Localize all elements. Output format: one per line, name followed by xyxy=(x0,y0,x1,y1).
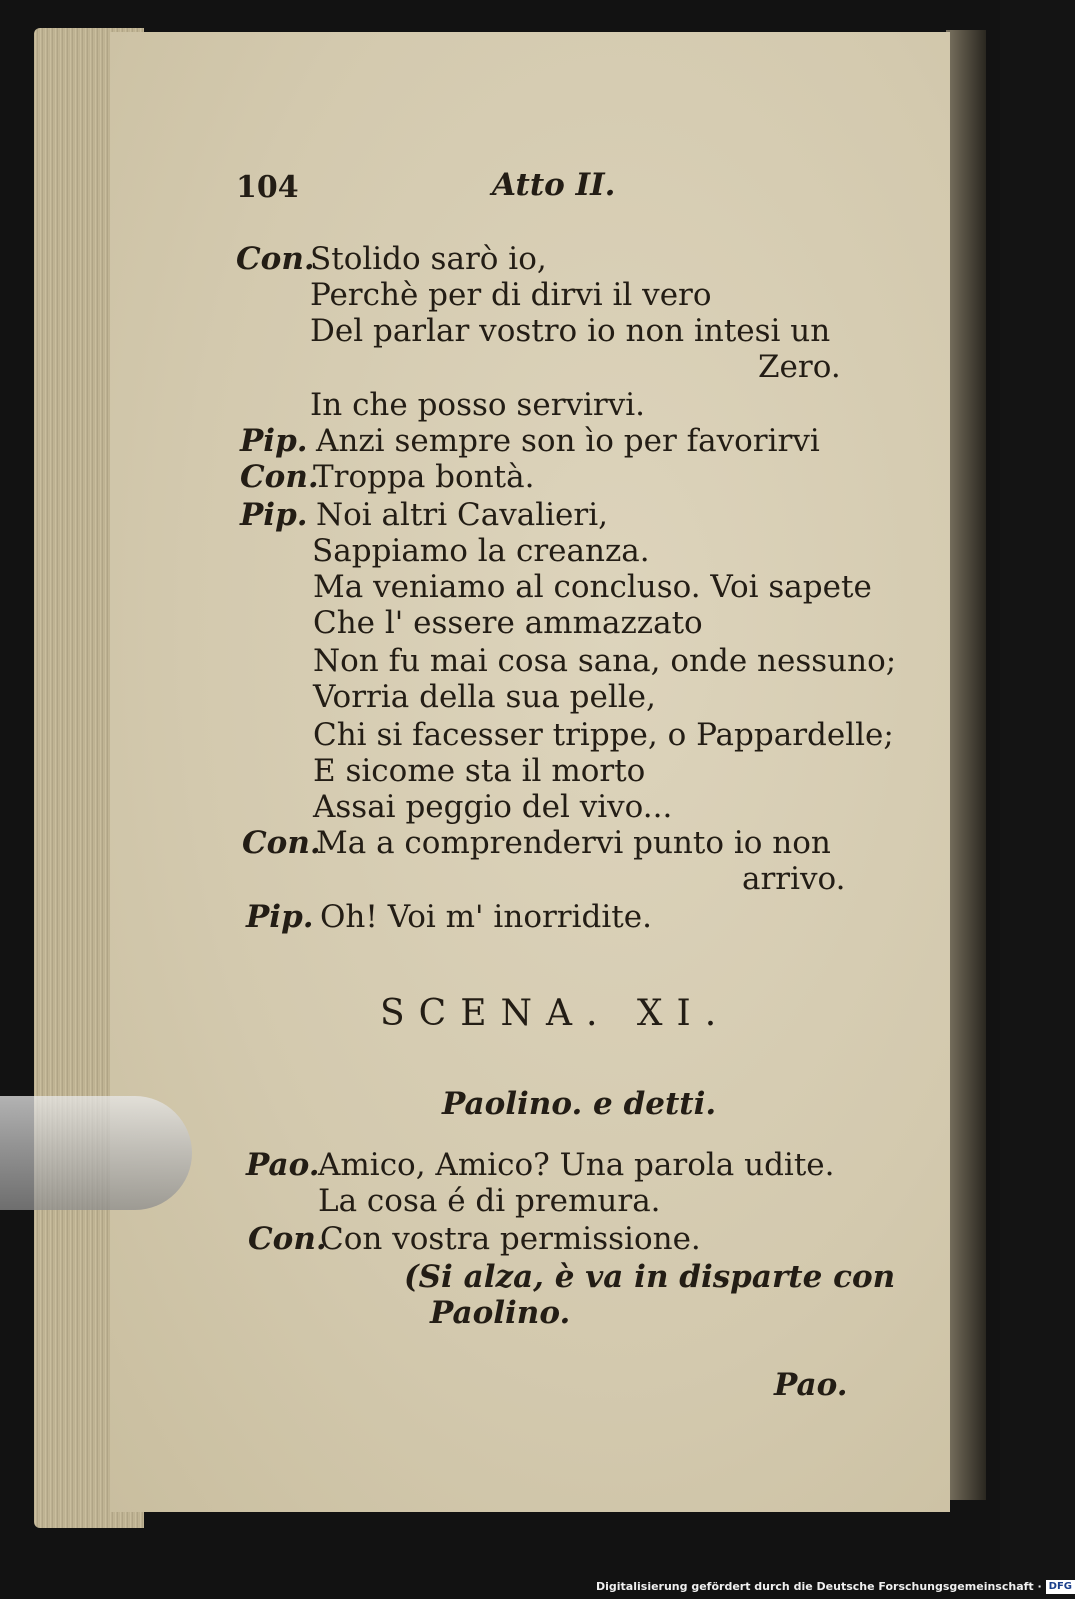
speaker-label: Con. xyxy=(240,459,319,495)
verse-line-runover: Zero. xyxy=(758,349,841,385)
stage-direction: (Si alza, è va in disparte con xyxy=(404,1259,896,1295)
verse-line: Ma a comprendervi punto io non xyxy=(316,825,831,861)
verse-line: Con vostra permissione. xyxy=(320,1221,701,1257)
verse-line: Amico, Amico? Una parola udite. xyxy=(318,1147,835,1183)
verse-line: Perchè per di dirvi il vero xyxy=(310,277,712,313)
verse-line: Del parlar vostro io non intesi un xyxy=(310,313,831,349)
speaker-label: Pip. xyxy=(240,423,308,459)
verse-line: Chi si facesser trippe, o Pappardelle; xyxy=(313,717,894,753)
credit-text: Digitalisierung gefördert durch die Deutsche Forschungsgemeinschaft · xyxy=(596,1580,1042,1593)
verse-line: E sicome sta il morto xyxy=(313,753,646,789)
dfg-logo: DFG xyxy=(1046,1580,1075,1594)
speaker-label: Pip. xyxy=(240,497,308,533)
verse-line: Vorria della sua pelle, xyxy=(313,679,656,715)
verse-line: La cosa é di premura. xyxy=(318,1183,661,1219)
verse-line: Sappiamo la creanza. xyxy=(312,533,650,569)
verse-line: Stolido sarò io, xyxy=(310,241,547,277)
verse-line-runover: arrivo. xyxy=(742,861,846,897)
speaker-label: Con. xyxy=(242,825,321,861)
scene-persons: Paolino. e detti. xyxy=(442,1086,717,1122)
speaker-label: Pao. xyxy=(246,1147,320,1183)
verse-line: Assai peggio del vivo... xyxy=(313,789,673,825)
catchword: Pao. xyxy=(774,1367,848,1403)
verse-line: Anzi sempre son ìo per favorirvi xyxy=(316,423,820,459)
verse-line: Noi altri Cavalieri, xyxy=(316,497,608,533)
page-number: 104 xyxy=(236,170,299,205)
verse-line: Che l' essere ammazzato xyxy=(313,605,703,641)
verse-line: Ma veniamo al concluso. Voi sapete xyxy=(313,569,872,605)
digitization-credit xyxy=(596,1577,1075,1597)
verse-line: In che posso servirvi. xyxy=(310,387,646,423)
scene-heading: SCENA. XI. xyxy=(380,993,731,1034)
speaker-label: Pip. xyxy=(246,899,314,935)
speaker-label: Con. xyxy=(236,241,315,277)
stage-direction: Paolino. xyxy=(430,1295,571,1331)
running-title: Atto II. xyxy=(492,167,616,203)
verse-line: Non fu mai cosa sana, onde nessuno; xyxy=(313,643,897,679)
verse-line: Oh! Voi m' inorridite. xyxy=(320,899,652,935)
verse-line: Troppa bontà. xyxy=(313,459,535,495)
speaker-label: Con. xyxy=(248,1221,327,1257)
